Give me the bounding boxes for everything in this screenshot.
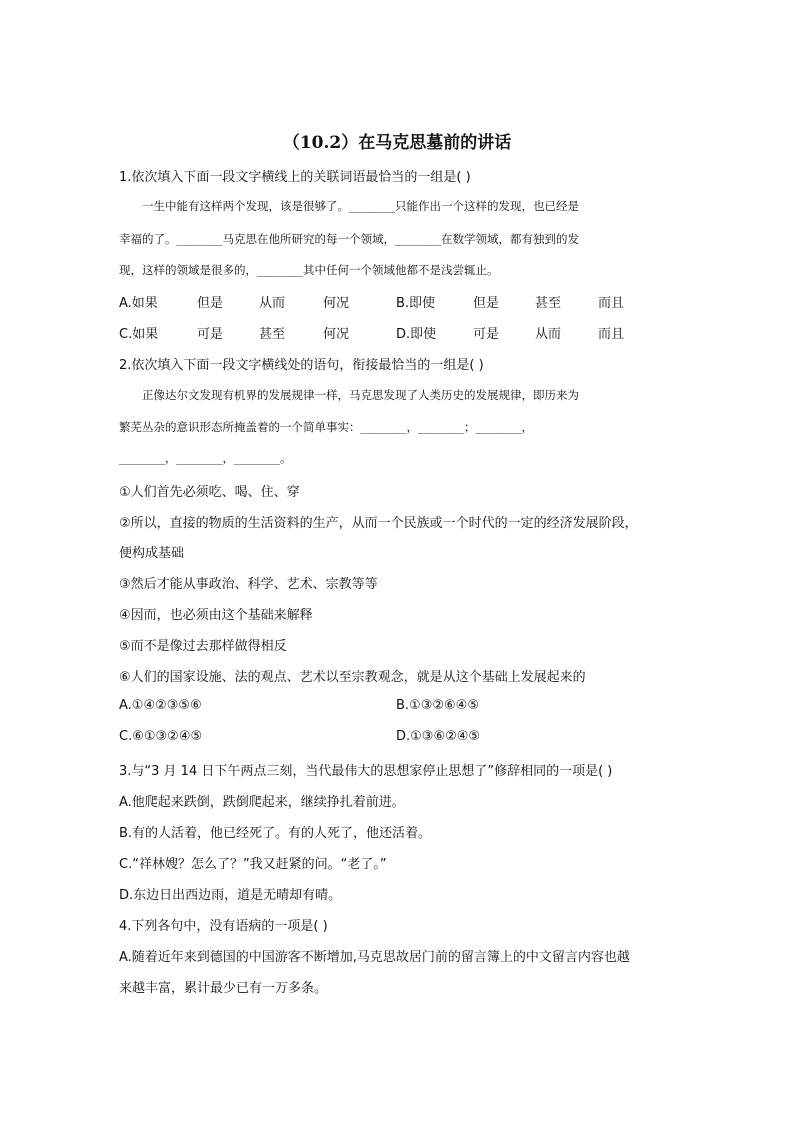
question-2-passage-line: 繁芜丛杂的意识形态所掩盖着的一个简单事实：________，________；________， — [119, 420, 533, 434]
question-2-passage-line: ________，________，________。 — [119, 451, 292, 465]
question-2-item: ⑥人们的国家设施、法的观点、艺术以至宗教观念，就是从这个基础上发展起来的 — [119, 670, 586, 685]
question-4-stem: 4.下列各句中，没有语病的一项是( ) — [119, 919, 328, 934]
question-1-option-word: 可是 — [197, 327, 224, 342]
question-1-option-b-label[interactable]: B.即使 — [396, 296, 436, 311]
question-3-option-c[interactable]: C.“祥林嫂？怎么了？”我又赶紧的问。“老了。” — [119, 857, 387, 872]
question-2-item: ⑤而不是像过去那样做得相反 — [119, 639, 287, 654]
question-1-option-word: 甚至 — [259, 327, 286, 342]
question-2-item-continued: 便构成基础 — [119, 546, 185, 561]
question-1-option-word: 而且 — [598, 296, 625, 311]
question-3-option-b[interactable]: B.有的人活着，他已经死了。有的人死了，他还活着。 — [119, 826, 432, 841]
question-1-option-word: 从而 — [535, 327, 562, 342]
question-3-option-a[interactable]: A.他爬起来跌倒，跌倒爬起来，继续挣扎着前进。 — [119, 795, 405, 810]
question-2-option-b[interactable]: B.①③②⑥④⑤ — [396, 698, 479, 713]
question-1-option-word: 何况 — [323, 327, 350, 342]
question-2-item: ②所以，直接的物质的生活资料的生产，从而一个民族或一个时代的一定的经济发展阶段， — [119, 516, 638, 531]
question-1-option-word: 何况 — [323, 296, 350, 311]
question-1-option-word: 而且 — [598, 327, 625, 342]
question-2-option-d[interactable]: D.①③⑥②④⑤ — [396, 729, 481, 744]
question-2-stem: 2.依次填入下面一段文字横线处的语句，衔接最恰当的一组是( ) — [119, 358, 484, 373]
question-4-option-a-continued: 来越丰富，累计最少已有一万多条。 — [119, 981, 328, 996]
question-1-option-a-label[interactable]: A.如果 — [119, 296, 158, 311]
question-1-option-word: 但是 — [197, 296, 224, 311]
question-1-passage-line: 一生中能有这样两个发现，该是很够了。________只能作出一个这样的发现，也已经是 — [119, 199, 579, 213]
question-1-option-d-label[interactable]: D.即使 — [396, 327, 437, 342]
question-2-item: ①人们首先必须吃、喝、住、穿 — [119, 485, 300, 500]
question-1-passage-line: 幸福的了。________马克思在他所研究的每一个领域，________在数学领域，都有独到的发 — [119, 232, 579, 246]
question-3-stem: 3.与“3 月 14 日下午两点三刻，当代最伟大的思想家停止思想了”修辞相同的一项是( ) — [119, 764, 613, 779]
question-3-option-d[interactable]: D.东边日出西边雨，道是无晴却有晴。 — [119, 888, 342, 903]
page-title: （10.2）在马克思墓前的讲话 — [282, 133, 512, 153]
question-2-option-c[interactable]: C.⑥①③②④⑤ — [119, 729, 203, 744]
question-2-option-a[interactable]: A.①④②③⑤⑥ — [119, 698, 202, 713]
question-1-option-word: 可是 — [473, 327, 500, 342]
question-1-option-c-label[interactable]: C.如果 — [119, 327, 159, 342]
question-2-passage-line: 正像达尔文发现有机界的发展规律一样，马克思发现了人类历史的发展规律，即历来为 — [119, 388, 579, 402]
question-1-stem: 1.依次填入下面一段文字横线上的关联词语最恰当的一组是( ) — [119, 170, 471, 185]
question-1-option-word: 从而 — [259, 296, 286, 311]
question-2-item: ③然后才能从事政治、科学、艺术、宗教等等 — [119, 577, 378, 592]
question-1-option-word: 但是 — [473, 296, 500, 311]
question-2-item: ④因而，也必须由这个基础来解释 — [119, 608, 313, 623]
question-4-option-a[interactable]: A.随着近年来到德国的中国游客不断增加,马克思故居门前的留言簿上的中文留言内容也越 — [119, 950, 630, 965]
question-1-passage-line: 现，这样的领域是很多的，________其中任何一个领域他都不是浅尝辄止。 — [119, 263, 499, 277]
question-1-option-word: 甚至 — [535, 296, 562, 311]
